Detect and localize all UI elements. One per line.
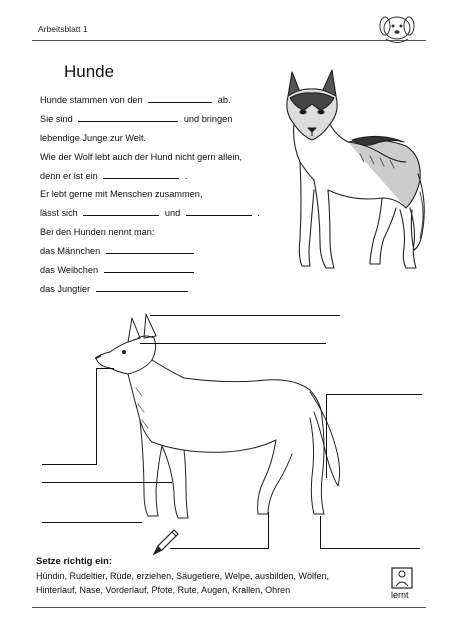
label-line-paw[interactable]	[42, 522, 142, 523]
text-line-1: Hunde stammen von den ab.	[40, 91, 290, 110]
blank-field[interactable]	[106, 243, 194, 254]
wolf-illustration	[270, 62, 430, 277]
blank-field[interactable]	[96, 281, 188, 292]
text-line-7: lässt sich und .	[40, 204, 290, 223]
blank-field[interactable]	[83, 205, 159, 216]
blank-field[interactable]	[104, 262, 194, 273]
dog-illustration	[88, 308, 348, 528]
text-line-2: Sie sind und bringen	[40, 110, 290, 129]
text-line-8: Bei den Hunden nennt man:	[40, 227, 155, 238]
label-line-ears[interactable]	[150, 315, 340, 316]
label-line-nose-vertical	[96, 368, 97, 464]
text-line-11: das Jungtier	[40, 280, 290, 299]
label-line-nose-top	[96, 368, 114, 369]
label-line-nose[interactable]	[42, 464, 97, 465]
label-line-foreleg[interactable]	[42, 482, 172, 483]
puppy-icon	[372, 6, 422, 46]
label-line-tail-vertical	[326, 394, 327, 478]
text-line-10: das Weibchen	[40, 261, 290, 280]
text-line-3: lebendige Junge zur Welt.	[40, 132, 147, 143]
blank-field[interactable]	[103, 168, 179, 179]
label-line-hindleg[interactable]	[320, 548, 420, 549]
worksheet-header: Arbeitsblatt 1	[38, 24, 88, 34]
label-line-hindleg-vertical	[320, 516, 321, 548]
text-line-5: denn er ist ein .	[40, 167, 290, 186]
logo-text: lernt	[391, 590, 409, 600]
fill-in-text	[40, 91, 290, 299]
label-line-claws-vertical	[268, 512, 269, 548]
word-bank	[36, 556, 416, 597]
label-line-claws[interactable]	[170, 548, 269, 549]
label-line-eyes[interactable]	[140, 343, 326, 344]
publisher-logo-icon	[388, 566, 418, 602]
label-line-tail[interactable]	[326, 394, 422, 395]
text-line-4: Wie der Wolf lebt auch der Hund nicht gern allein,	[40, 151, 243, 162]
footer-divider	[32, 607, 426, 608]
blank-field[interactable]	[78, 111, 178, 122]
text-line-6: Er lebt gerne mit Menschen zusammen,	[40, 189, 203, 200]
word-bank-title: Setze richtig ein:	[36, 556, 113, 567]
word-bank-line-2: Hinterlauf, Nase, Vorderlauf, Pfote, Rute, Augen, Krallen, Ohren	[36, 585, 291, 595]
header-divider	[32, 40, 426, 41]
blank-field[interactable]	[148, 92, 212, 103]
pencil-icon	[150, 528, 180, 558]
page-title: Hunde	[64, 62, 115, 81]
word-bank-line-1: Hündin, Rudeltier, Rüde, erziehen, Säugetiere, Welpe, ausbilden, Wölfen,	[36, 571, 330, 581]
text-line-9: das Männchen	[40, 242, 290, 261]
blank-field[interactable]	[186, 205, 252, 216]
